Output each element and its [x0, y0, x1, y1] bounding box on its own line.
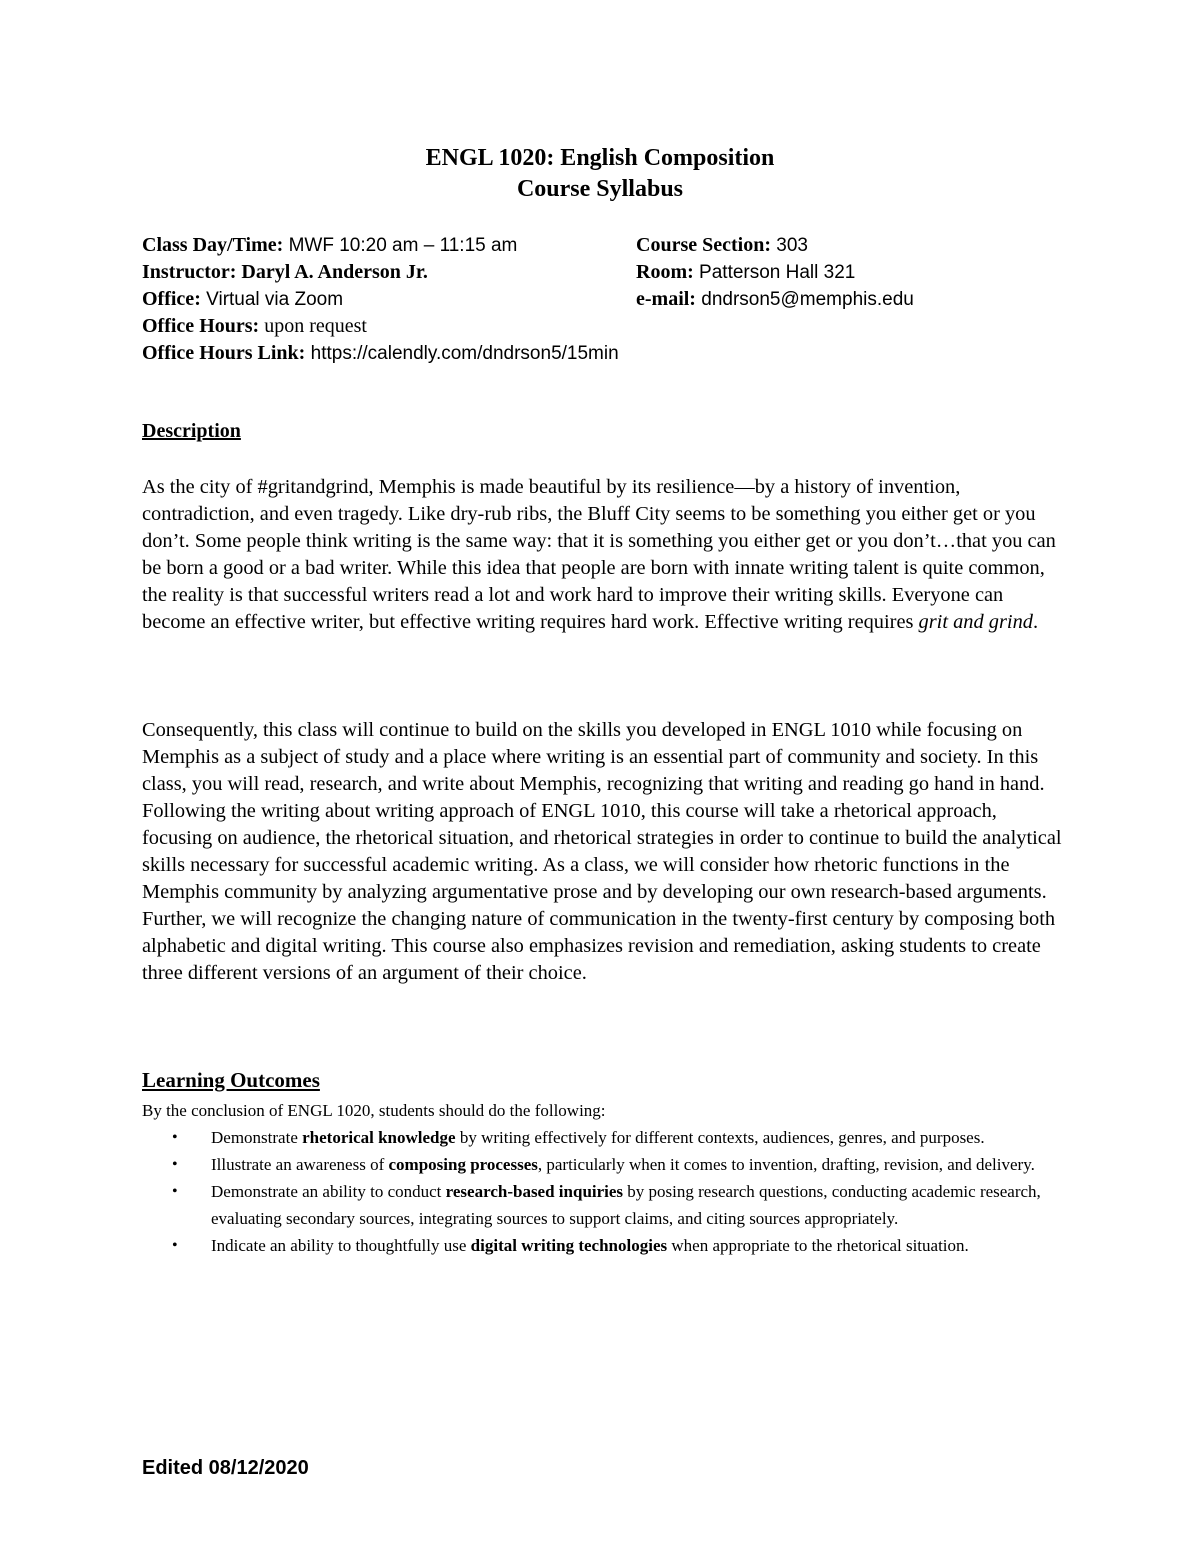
edited-date: Edited 08/12/2020	[142, 1457, 309, 1479]
office	[142, 286, 619, 313]
list-item	[142, 1151, 1072, 1178]
outcome-text: by writing effectively for different contexts, audiences, genres, and purposes.	[455, 1128, 985, 1147]
email-label: e-mail:	[636, 288, 696, 310]
outcome-text: Demonstrate an ability to conduct	[211, 1182, 446, 1201]
class-day-time	[142, 232, 619, 259]
office-hours-value: upon request	[259, 315, 367, 337]
description-emphasis: grit and grind	[918, 611, 1033, 633]
outcome-keyword: digital writing technologies	[470, 1236, 668, 1255]
description-paragraph-1-end: .	[1032, 611, 1039, 633]
office-value: Virtual via Zoom	[200, 289, 344, 310]
learning-outcomes-list	[142, 1124, 1072, 1259]
class-day-time-label: Class Day/Time:	[142, 234, 284, 256]
course-info-left	[142, 232, 619, 367]
description-paragraph-1	[142, 474, 1062, 636]
course-section-value: 303	[770, 235, 808, 256]
office-label: Office:	[142, 288, 201, 310]
list-item	[142, 1124, 1072, 1151]
office-hours-link-label: Office Hours Link:	[142, 342, 306, 364]
outcome-text: Demonstrate	[211, 1128, 303, 1147]
course-info-right	[636, 232, 914, 313]
outcome-keyword: research-based inquiries	[445, 1182, 624, 1201]
course-subtitle: Course Syllabus	[516, 176, 684, 202]
bullet-icon: •	[172, 1183, 178, 1200]
list-item	[142, 1232, 1072, 1259]
list-item	[142, 1178, 1072, 1232]
room-value: Patterson Hall 321	[693, 262, 856, 283]
room-label: Room:	[636, 261, 694, 283]
bullet-icon: •	[172, 1129, 178, 1146]
outcome-text: by posing research questions, conducting academic research, evaluating secondary sources, integrating sources to support claims, and citing sources appropriately.	[211, 1182, 1041, 1228]
course-section-label: Course Section:	[636, 234, 771, 256]
learning-outcomes-heading: Learning Outcomes	[142, 1068, 320, 1092]
course-section	[636, 232, 914, 259]
office-hours	[142, 313, 619, 340]
instructor-label: Instructor: Daryl A. Anderson Jr.	[142, 261, 428, 283]
outcome-keyword: rhetorical knowledge	[302, 1128, 456, 1147]
instructor	[142, 259, 619, 286]
outcome-text: when appropriate to the rhetorical situation.	[667, 1236, 969, 1255]
office-hours-label: Office Hours:	[142, 315, 260, 337]
email	[636, 286, 914, 313]
class-day-time-value: MWF 10:20 am – 11:15 am	[283, 235, 518, 256]
description-paragraph-1-text: As the city of #gritandgrind, Memphis is made beautiful by its resilience—by a history of invention, contradiction, and even tragedy. Like dry-rub ribs, the Bluff City seems to be something you either get or you don’t. Some people think writing is the same way: that it is something you either get or you don’t…that you can be born a good or a bad writer. While this idea that people are born with innate writing talent is quite common, the reality is that successful writers read a lot and work hard to improve their writing skills. Everyone can become an effective writer, but effective writing requires hard work. Effective writing requires	[142, 476, 1056, 633]
learning-outcomes-intro: By the conclusion of ENGL 1020, students should do the following:	[142, 1101, 606, 1120]
outcome-text: , particularly when it comes to invention, drafting, revision, and delivery.	[537, 1155, 1035, 1174]
description-heading: Description	[142, 420, 241, 442]
email-value[interactable]: dndrson5@memphis.edu	[695, 289, 914, 310]
office-hours-link-value[interactable]: https://calendly.com/dndrson5/15min	[305, 343, 619, 364]
description-paragraph-2: Consequently, this class will continue to build on the skills you developed in ENGL 1010 while focusing on Memphis as a subject of study and a place where writing is an essential part of community and society. In this class, you will read, research, and write about Memphis, recognizing that writing and reading go hand in hand. Following the writing about writing approach of ENGL 1010, this course will take a rhetorical approach, focusing on audience, the rhetorical situation, and rhetorical strategies in order to continue to build the analytical skills necessary for successful academic writing. As a class, we will consider how rhetoric functions in the Memphis community by analyzing argumentative prose and by developing our own research-based arguments. Further, we will recognize the changing nature of communication in the twenty-first century by composing both alphabetic and digital writing. This course also emphasizes revision and remediation, asking students to create three different versions of an argument of their choice.	[142, 719, 1062, 984]
course-title: ENGL 1020: English Composition	[425, 145, 775, 171]
bullet-icon: •	[172, 1237, 178, 1254]
outcome-text: Illustrate an awareness of	[211, 1155, 389, 1174]
bullet-icon: •	[172, 1156, 178, 1173]
room	[636, 259, 914, 286]
outcome-text: Indicate an ability to thoughtfully use	[211, 1236, 471, 1255]
outcome-keyword: composing processes	[388, 1155, 538, 1174]
office-hours-link	[142, 340, 619, 367]
